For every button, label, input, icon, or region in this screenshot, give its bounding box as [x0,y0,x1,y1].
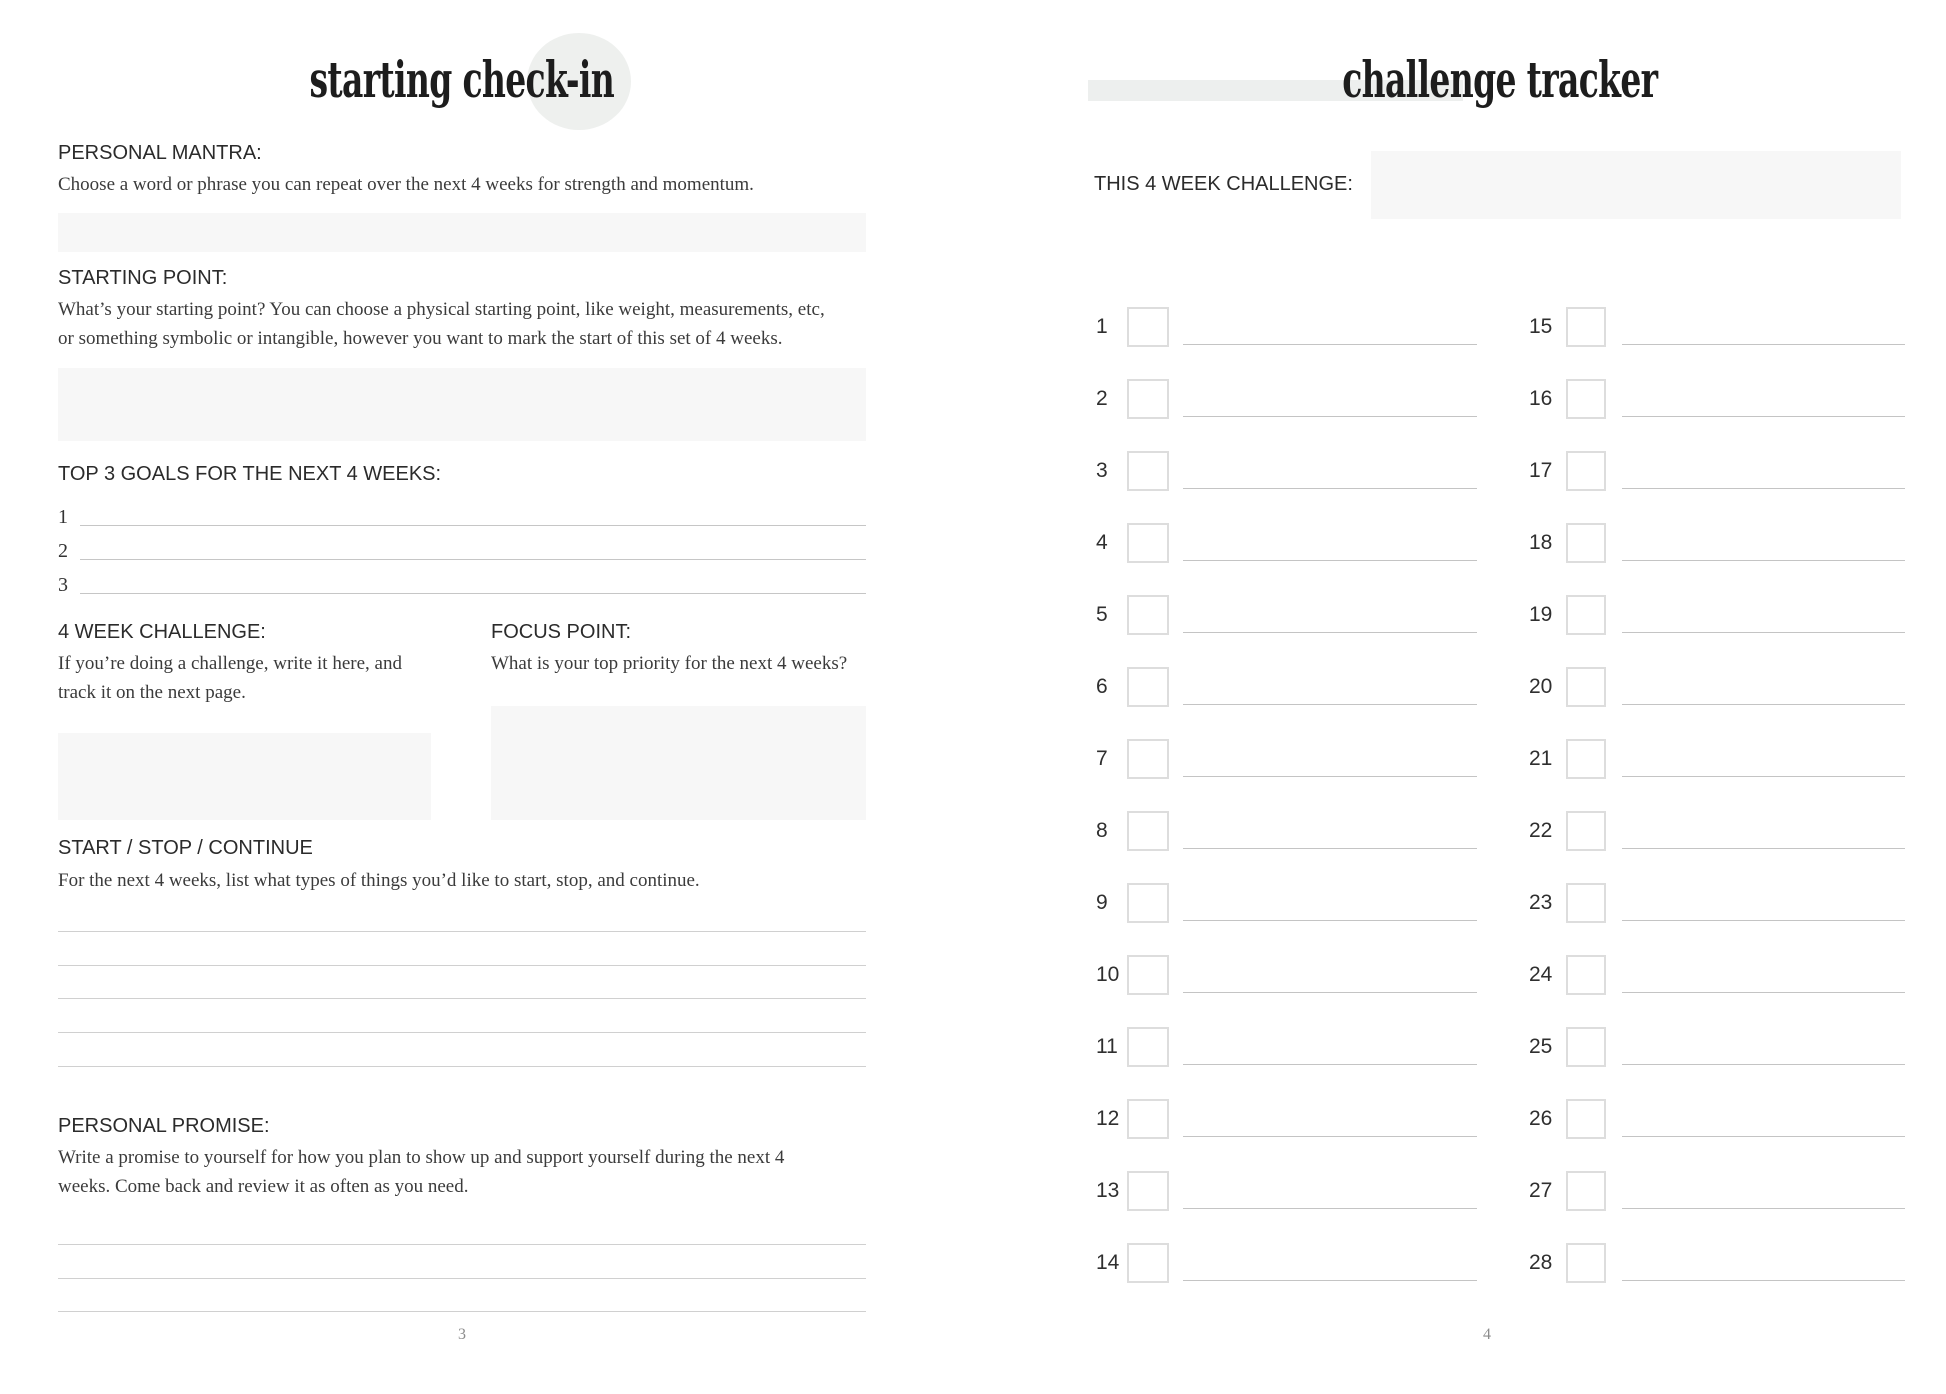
challenge-day-row [973,451,1946,491]
personal-promise-description [58,1143,784,1201]
tracker-column-right [973,0,1946,1394]
personal-promise-description-line2: weeks. Come back and review it as often as you need. [58,1176,469,1197]
challenge-day-row [973,955,1946,995]
this-challenge-label: THIS 4 WEEK CHALLENGE: [1094,173,1353,195]
day-checkbox[interactable] [1566,667,1606,707]
goal-row [58,567,866,594]
day-number: 18 [1529,531,1553,554]
starting-point-description [58,295,825,353]
page-title: challenge tracker [1341,50,1658,109]
day-checkbox[interactable] [1566,523,1606,563]
starting-point-input-box[interactable] [58,368,866,441]
start-stop-continue-line[interactable] [58,932,866,966]
day-number: 20 [1529,675,1553,698]
challenge-day-row [973,1171,1946,1211]
goal-number: 3 [58,574,68,596]
personal-promise-line[interactable] [58,1279,866,1312]
goal-number: 1 [58,506,68,528]
day-number: 15 [1529,315,1553,338]
day-input-line[interactable] [1622,344,1905,345]
day-number: 3 [1096,459,1108,482]
page-title: starting check-in [309,50,615,109]
challenge-day-row [973,739,1946,779]
challenge-day-row [973,1027,1946,1067]
day-number: 12 [1096,1107,1120,1130]
goal-input-line[interactable] [80,525,866,526]
day-number: 22 [1529,819,1553,842]
day-number: 13 [1096,1179,1120,1202]
day-number: 7 [1096,747,1108,770]
day-number: 26 [1529,1107,1553,1130]
start-stop-continue-line[interactable] [58,898,866,932]
day-checkbox[interactable] [1566,379,1606,419]
day-input-line[interactable] [1622,776,1905,777]
day-input-line[interactable] [1622,488,1905,489]
day-number: 8 [1096,819,1108,842]
challenge-day-row [973,811,1946,851]
day-number: 6 [1096,675,1108,698]
page-number-right: 4 [1483,1326,1491,1343]
day-number: 16 [1529,387,1553,410]
four-week-challenge-label: 4 WEEK CHALLENGE: [58,621,266,643]
day-number: 23 [1529,891,1553,914]
goal-number: 2 [58,540,68,562]
start-stop-continue-line[interactable] [58,1033,866,1067]
day-checkbox[interactable] [1566,811,1606,851]
right-title-wrap [1094,50,1905,109]
starting-point-description-line2: or something symbolic or intangible, however you want to mark the start of this set of 4 weeks. [58,328,783,349]
four-week-challenge-description [58,649,402,707]
focus-point-description: What is your top priority for the next 4 weeks? [491,653,848,674]
day-number: 25 [1529,1035,1553,1058]
day-number: 28 [1529,1251,1553,1274]
day-input-line[interactable] [1622,1064,1905,1065]
goal-input-line[interactable] [80,559,866,560]
goal-input-line[interactable] [80,593,866,594]
day-checkbox[interactable] [1566,955,1606,995]
day-checkbox[interactable] [1566,1099,1606,1139]
day-input-line[interactable] [1622,920,1905,921]
day-input-line[interactable] [1622,632,1905,633]
personal-mantra-description: Choose a word or phrase you can repeat over the next 4 weeks for strength and momentum. [58,174,754,195]
day-input-line[interactable] [1622,1208,1905,1209]
day-number: 10 [1096,963,1120,986]
day-number: 27 [1529,1179,1553,1202]
day-number: 2 [1096,387,1108,410]
day-checkbox[interactable] [1566,739,1606,779]
start-stop-continue-line[interactable] [58,999,866,1033]
day-input-line[interactable] [1622,416,1905,417]
start-stop-continue-lines [58,898,866,1067]
day-number: 21 [1529,747,1553,770]
day-input-line[interactable] [1622,848,1905,849]
focus-point-label: FOCUS POINT: [491,621,632,643]
day-checkbox[interactable] [1566,595,1606,635]
day-checkbox[interactable] [1566,1027,1606,1067]
focus-point-input-box[interactable] [491,706,866,820]
left-title-wrap [58,50,866,109]
four-week-challenge-description-line1: If you’re doing a challenge, write it here, and [58,653,402,674]
day-number: 19 [1529,603,1553,626]
goal-row [58,499,866,526]
challenge-day-row [973,883,1946,923]
day-input-line[interactable] [1622,1136,1905,1137]
starting-point-label: STARTING POINT: [58,267,228,289]
day-number: 14 [1096,1251,1120,1274]
day-input-line[interactable] [1622,704,1905,705]
day-checkbox[interactable] [1566,307,1606,347]
challenge-day-row [973,1243,1946,1283]
day-input-line[interactable] [1622,992,1905,993]
personal-promise-lines [58,1212,866,1312]
four-week-challenge-input-box[interactable] [58,733,431,820]
start-stop-continue-line[interactable] [58,966,866,1000]
personal-mantra-input-box[interactable] [58,213,866,252]
day-checkbox[interactable] [1566,1243,1606,1283]
starting-point-description-line1: What’s your starting point? You can choose a physical starting point, like weight, measurements, etc, [58,299,825,320]
day-number: 24 [1529,963,1553,986]
page-challenge-tracker [973,0,1946,1394]
personal-promise-line[interactable] [58,1212,866,1245]
day-input-line[interactable] [1622,1280,1905,1281]
personal-promise-description-line1: Write a promise to yourself for how you plan to show up and support yourself during the next 4 [58,1147,785,1168]
day-number: 17 [1529,459,1553,482]
challenge-day-row [973,595,1946,635]
day-number: 4 [1096,531,1108,554]
page-number-left: 3 [458,1326,466,1343]
challenge-day-row [973,523,1946,563]
day-number: 1 [1096,315,1108,338]
day-input-line[interactable] [1622,560,1905,561]
day-checkbox[interactable] [1566,1171,1606,1211]
day-number: 5 [1096,603,1108,626]
challenge-day-row [973,1099,1946,1139]
challenge-day-row [973,379,1946,419]
top-goals-label: TOP 3 GOALS FOR THE NEXT 4 WEEKS: [58,463,442,485]
goal-row [58,533,866,560]
personal-mantra-label: PERSONAL MANTRA: [58,142,262,164]
challenge-day-row [973,307,1946,347]
challenge-day-row [973,667,1946,707]
personal-promise-line[interactable] [58,1245,866,1278]
personal-promise-label: PERSONAL PROMISE: [58,1115,270,1137]
day-number: 11 [1096,1035,1118,1058]
start-stop-continue-label: START / STOP / CONTINUE [58,837,313,859]
start-stop-continue-description: For the next 4 weeks, list what types of things you’d like to start, stop, and continue. [58,870,700,891]
four-week-challenge-description-line2: track it on the next page. [58,682,246,703]
day-checkbox[interactable] [1566,451,1606,491]
day-number: 9 [1096,891,1108,914]
day-checkbox[interactable] [1566,883,1606,923]
